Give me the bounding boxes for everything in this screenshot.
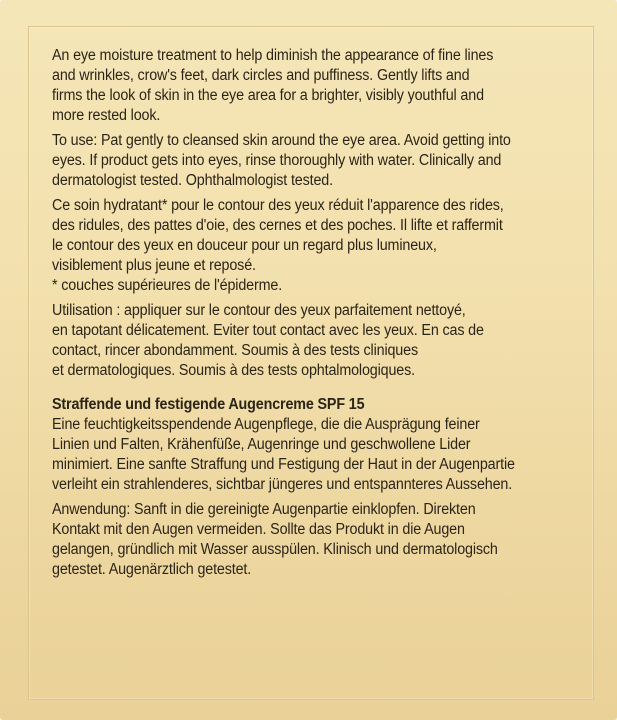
text-line: An eye moisture treatment to help diminish the appearance of fine lines [52,47,494,64]
text-line: Eine feuchtigkeitsspendende Augenpflege, die die Ausprägung feiner [52,416,480,433]
text-line: gelangen, gründlich mit Wasser ausspülen. Klinisch und dermatologisch [52,541,498,558]
text-line: visiblement plus jeune et reposé. [52,257,256,274]
text-line: To use: Pat gently to cleansed skin around the eye area. Avoid getting into [52,132,511,149]
text-line: firms the look of skin in the eye area for a brighter, visibly youthful and [52,87,484,104]
text-line: and wrinkles, crow's feet, dark circles and puffiness. Gently lifts and [52,67,470,84]
text-line: verleiht ein strahlenderes, sichtbar jüngeres und entspannteres Aussehen. [52,476,513,493]
text-line: Anwendung: Sanft in die gereinigte Augenpartie einklopfen. Direkten [52,501,476,518]
text-line: minimiert. Eine sanfte Straffung und Festigung der Haut in der Augenpartie [52,456,515,473]
text-line: eyes. If product gets into eyes, rinse thoroughly with water. Clinically and [52,152,502,169]
english-description [52,46,545,126]
text-line: Ce soin hydratant* pour le contour des yeux réduit l'apparence des rides, [52,197,504,214]
text-line: le contour des yeux en douceur pour un regard plus lumineux, [52,237,437,254]
text-line: en tapotant délicatement. Eviter tout contact avec les yeux. En cas de [52,322,484,339]
footnote: * couches supérieures de l'épiderme. [52,277,283,294]
german-heading: Straffende und festigende Augencreme SPF 15 [52,396,365,413]
text-line: et dermatologiques. Soumis à des tests ophtalmologiques. [52,362,415,379]
text-line: Kontakt mit den Augen vermeiden. Sollte das Produkt in die Augen [52,521,465,538]
german-description [52,395,545,495]
english-usage [52,131,545,191]
french-usage [52,301,545,381]
label-text [52,46,545,585]
text-line: des ridules, des pattes d'oie, des cernes et des poches. Il lifte et raffermit [52,217,503,234]
text-line: more rested look. [52,107,161,124]
text-line: dermatologist tested. Ophthalmologist tested. [52,172,333,189]
german-usage [52,500,545,580]
french-description [52,196,545,296]
text-line: Linien und Falten, Krähenfüße, Augenringe und geschwollene Lider [52,436,471,453]
text-line: Utilisation : appliquer sur le contour des yeux parfaitement nettoyé, [52,302,466,319]
text-line: contact, rincer abondamment. Soumis à des tests cliniques [52,342,418,359]
text-line: getestet. Augenärztlich getestet. [52,561,252,578]
